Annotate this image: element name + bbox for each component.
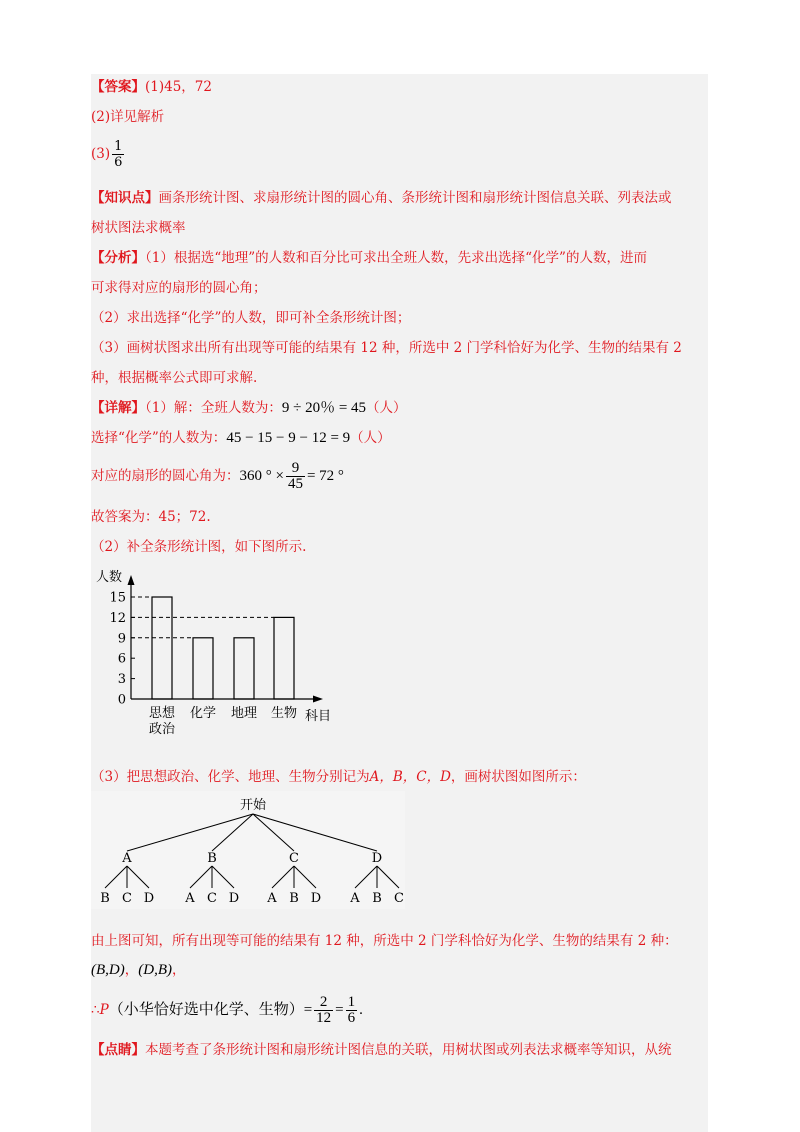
answer-line-1 [91,78,212,96]
comment-tag: 【点睛】 [91,1042,145,1058]
tree-branch [212,866,234,888]
fraction-numerator: 1 [114,139,123,154]
bar-4 [274,617,294,699]
probability-event: （小华恰好选中化学、生物） [108,1002,304,1018]
bar-1 [152,597,172,699]
tree-leaf-label: D [228,891,240,906]
outcome-separator: ， [124,962,139,978]
probability-p: P [99,1002,109,1018]
y-tick-label: 6 [117,651,126,667]
detail-line-6 [91,768,586,786]
detail-math-2: 45 − 15 − 9 − 12 = 9 [226,430,351,446]
tree-leaf-label: D [310,891,322,906]
tree-leaf-label: B [372,891,382,906]
answer-part3-fraction [112,139,124,170]
analysis-text-1: （1）根据选“地理”的人数和百分比可求出全班人数，先求出选择“化学”的人数，进而 [145,250,647,266]
tree-root-label: 开始 [239,798,267,813]
tree-lines [105,814,399,888]
chart-category-labels [149,705,297,737]
analysis-line-1 [91,249,647,267]
tree-leaf-label: A [185,891,195,906]
comment-line-1 [91,1041,672,1059]
tree-diagram-container [91,791,405,909]
answer-tag: 【答案】 [91,79,145,95]
analysis-text-4: （3）画树状图求出所有出现等可能的结果有 12 种，所选中 2 门学科恰好为化学、生物的结果有 2 [91,340,682,356]
tree-branch [190,866,212,888]
detail-text-6: （3）把思想政治、化学、地理、生物分别记为 [91,769,370,785]
tree-diagram [91,791,405,909]
tree-branch [253,814,377,851]
detail-line-3 [91,456,344,496]
detail-text-6-end: ，画树状图如图所示： [450,769,586,785]
tree-branch [253,814,294,851]
fraction-denominator: 12 [316,1010,332,1026]
detail-text-7: 由上图可知，所有出现等可能的结果有 12 种，所选中 2 门学科恰好为化学、生物的结果有 2 种： [91,933,678,949]
outcome-bd: (B,D) [91,962,125,978]
bar-2 [193,638,213,699]
tree-leaf-label: A [267,891,277,906]
tree-leaf-label: C [394,891,404,906]
tree-node-label: B [207,851,217,866]
detail-math-1: 9 ÷ 20％ = 45 [281,400,367,416]
category-label: 地理 [230,706,258,721]
y-axis-arrow [128,575,135,585]
comment-text-1: 本题考查了条形统计图和扇形统计图信息的关联，用树状图或列表法求概率等知识，从统 [145,1042,672,1058]
outcome-db: (D,B) [138,962,172,978]
category-label: 化学 [189,706,217,721]
analysis-tag: 【分析】 [91,250,145,266]
detail-text-3: 对应的扇形的圆心角为： [91,468,240,484]
detail-math-3a: 360 ° × [239,468,284,484]
chart-bars [152,597,294,699]
probability-fraction-1 [314,995,333,1026]
detail-line-2 [91,429,391,447]
detail-line-1 [91,399,407,417]
y-tick-label: 3 [117,672,126,688]
tree-branch [127,866,149,888]
tree-branch [377,866,399,888]
equals-1: = [303,1002,313,1018]
bar-3 [234,638,254,699]
y-tick-label: 0 [117,692,126,708]
y-tick-label: 15 [109,590,126,606]
y-axis-label: 人数 [96,570,123,585]
detail-text-2: 选择“化学”的人数为： [91,430,227,446]
fraction-numerator: 9 [286,461,305,477]
fraction-denominator: 45 [287,476,303,492]
fraction-numerator: 2 [314,995,333,1011]
detail-line-9 [91,990,363,1030]
period: . [359,1002,363,1018]
therefore-symbol: ∴ [91,1002,100,1018]
tree-branch [294,866,316,888]
x-axis-label: 科目 [305,709,332,724]
bar-chart-container [91,563,342,741]
fraction-denominator: 6 [347,1010,356,1026]
answer-part1: (1)45，72 [145,79,212,95]
detail-unit-2: （人） [350,430,391,446]
answer-part2: (2)详见解析 [91,109,165,125]
tree-node-label: C [289,851,299,866]
knowledge-text-1: 画条形统计图、求扇形统计图的圆心角、条形统计图和扇形统计图信息关联、列表法或 [158,190,672,206]
tree-branch [355,866,377,888]
analysis-text-2: 可求得对应的扇形的圆心角； [91,280,267,296]
tree-leaf-label: B [100,891,110,906]
tree-node-label: D [371,851,383,866]
detail-line-8 [91,961,186,979]
fraction-numerator: 1 [347,994,356,1010]
analysis-text-3: （2）求出选择“化学”的人数，即可补全条形统计图； [91,310,411,326]
tree-leaf-label: C [207,891,217,906]
answer-line-3 [91,136,126,172]
category-label: 政治 [148,722,176,737]
analysis-text-5: 种，根据概率公式即可求解. [91,370,258,386]
tree-branch [105,866,127,888]
knowledge-tag: 【知识点】 [91,190,159,206]
detail-unit-1: （人） [366,400,407,416]
detail-fraction-3 [286,461,305,492]
tree-leaf-label: D [143,891,155,906]
y-tick-label: 12 [109,610,126,626]
fraction-denominator: 6 [114,155,123,170]
tree-node-label: A [122,851,132,866]
category-label: 生物 [270,706,298,721]
y-tick-label: 9 [117,631,126,647]
tree-branch [272,866,294,888]
detail-text-4: 故答案为：45；72. [91,509,211,525]
outcome-end: ， [172,962,186,978]
detail-text-5: （2）补全条形统计图，如下图所示. [91,539,307,555]
tree-leaf-label: C [122,891,132,906]
detail-letters-6: A，B，C，D [369,769,451,785]
category-label: 思想 [148,706,176,721]
tree-leaf-label: B [289,891,299,906]
detail-math-3b: = 72 ° [306,468,344,484]
answer-part3-prefix: (3) [91,146,111,162]
bar-chart [91,563,342,741]
tree-branch [127,814,253,851]
detail-text-1: （1）解：全班人数为： [145,400,282,416]
probability-fraction-2 [346,995,358,1026]
knowledge-line-1 [91,189,672,207]
tree-leaf-label: A [350,891,360,906]
detail-tag: 【详解】 [91,400,145,416]
x-axis-arrow [313,696,323,703]
equals-2: = [335,1002,344,1018]
knowledge-text-2: 树状图法求概率 [91,220,186,236]
